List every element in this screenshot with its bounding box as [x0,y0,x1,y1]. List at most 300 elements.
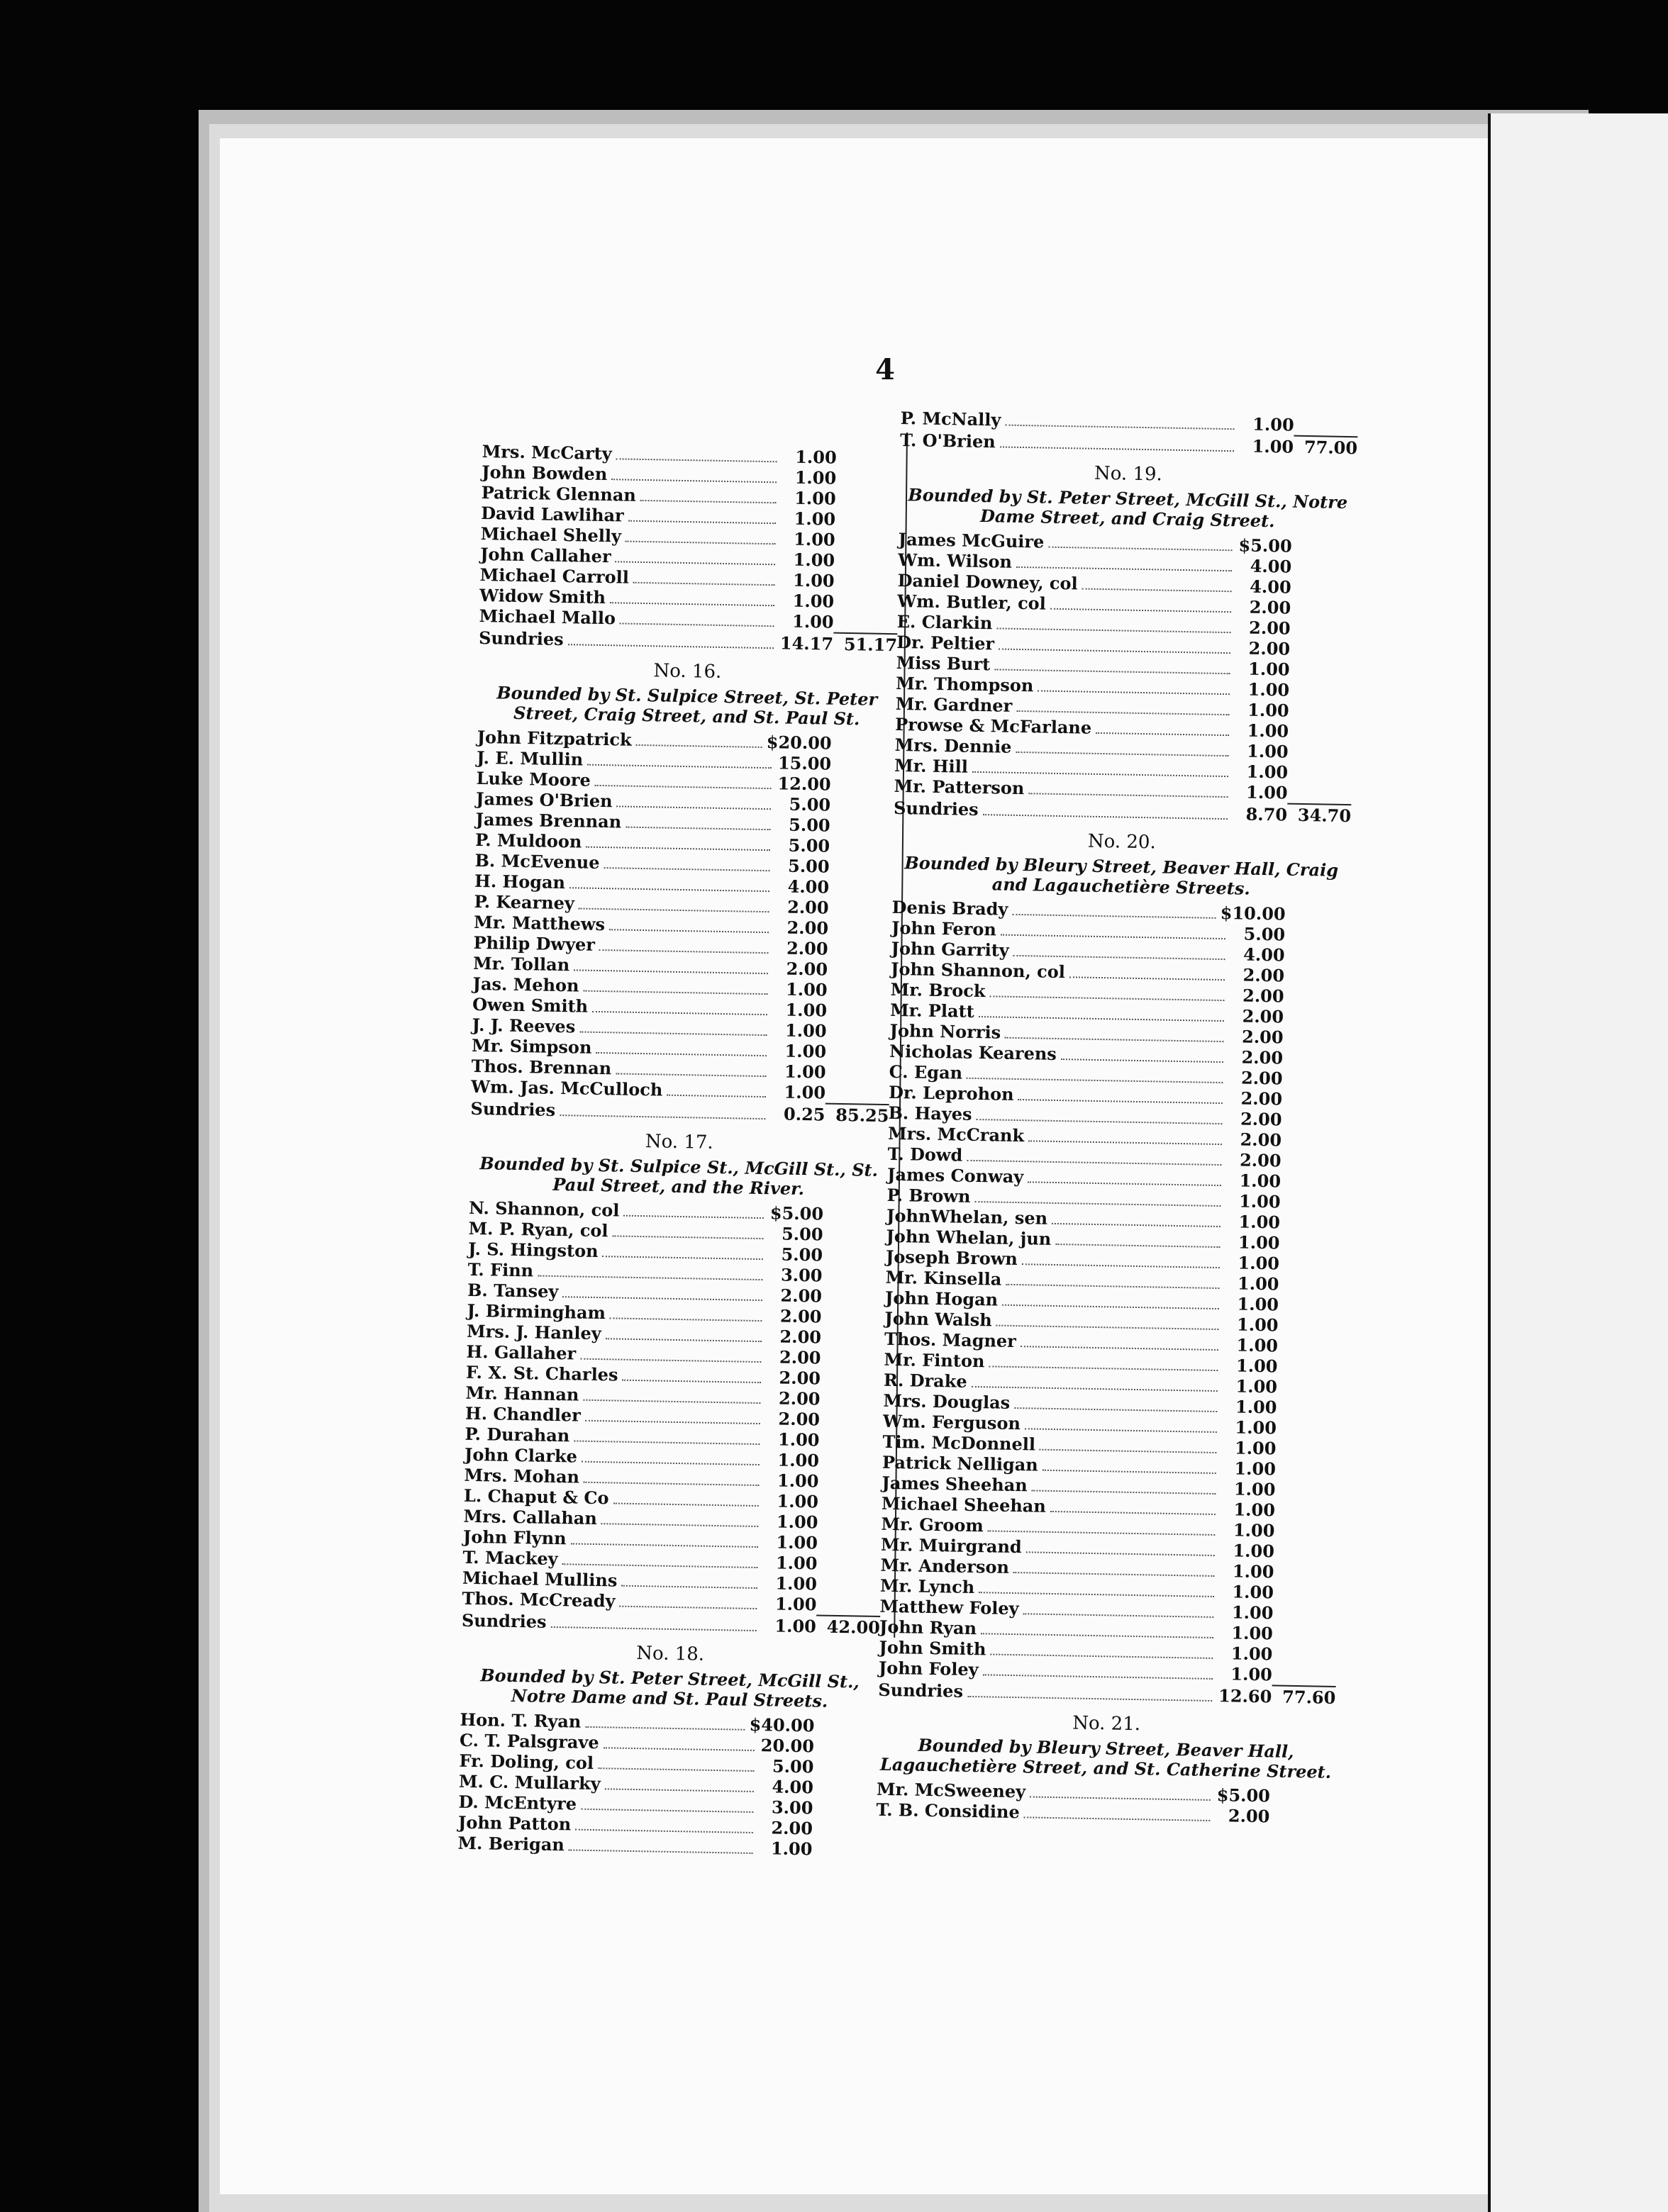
section-total [814,1752,878,1753]
section-total [818,1487,882,1489]
subscription-amount: 1.00 [1247,658,1290,680]
subscriber-name: James O'Brien [475,788,613,812]
subscription-amount: 1.00 [777,1449,820,1471]
subscription-amount: 2.00 [780,1285,823,1307]
dot-leader [1040,1449,1217,1453]
subscription-amount: 1.00 [1234,1458,1277,1480]
dot-leader [570,1543,757,1548]
subscriber-name: Miss Burt [896,652,991,675]
subscriber-name: Fr. Doling, col [459,1750,594,1774]
section-total [1289,676,1353,677]
subscriber-name: Mrs. Douglas [883,1390,1011,1413]
subscriber-name: Mr. Anderson [880,1554,1010,1577]
subscriber-name: John Walsh [884,1307,992,1331]
left-column [457,441,901,1860]
subscription-amount: 4.00 [1249,576,1291,598]
dot-leader [603,1747,754,1751]
section-total [1291,593,1355,595]
subscriber-name: T. Dowd [887,1143,963,1166]
dot-leader [538,1275,762,1281]
section-total [1283,1064,1347,1066]
subscriber-name: B. McEvenue [474,849,600,873]
dot-leader [585,1420,760,1424]
subscription-amount: 8.70 [1245,803,1288,825]
section-total [1281,1167,1345,1168]
subscriber-name: L. Chaput & Co [463,1485,609,1509]
section-total [817,1569,881,1570]
subscription-amount: 3.00 [780,1264,823,1286]
dot-leader [1030,1796,1211,1800]
dot-leader [606,1338,762,1342]
subscription-amount: 2.00 [1239,1149,1281,1171]
subscription-amount: 1.00 [794,467,837,488]
dot-leader [610,602,774,606]
section-total [829,873,893,874]
dot-leader [1021,1346,1218,1351]
subscriber-name: Mr. Hannan [465,1382,579,1405]
subscriber-name: Michael Carroll [479,564,630,588]
section-total [1279,1249,1343,1251]
dot-leader [1082,588,1232,592]
section-total [1289,696,1353,698]
subscription-amount: 2.00 [771,1817,813,1839]
subscription-amount: 1.00 [776,1531,818,1553]
dot-leader [615,561,775,565]
subscription-amount: 1.00 [1233,1540,1275,1562]
dot-leader [1005,1037,1224,1042]
subscriber-name: Tim. McDonnell [882,1431,1036,1455]
section-total [1291,614,1355,615]
section-total [1274,1557,1338,1558]
dot-leader [967,1078,1223,1083]
section-total [1288,778,1352,780]
subscription-amount: 5.00 [781,1223,823,1245]
section-total [1281,1126,1345,1127]
dot-leader [667,1095,766,1097]
page-fold-line [1488,113,1491,2212]
subscription-amount: 1.00 [1233,1478,1276,1500]
section-total [827,996,891,998]
subscriber-name: M. P. Ryan, col [468,1217,608,1241]
section-total [1279,1310,1342,1312]
subscriber-name: H. Hogan [474,870,566,893]
dot-leader [989,995,1224,1001]
section-total [833,628,897,630]
section-total [825,1078,889,1080]
section-description: Bounded by St. Peter Street, McGill St., Notre Dame and St. Paul Streets. [480,1665,860,1711]
dot-leader [1002,1305,1219,1309]
subscription-amount: 4.00 [772,1776,814,1798]
dot-leader [585,1726,745,1731]
subscriber-name: P. Muldoon [474,829,582,852]
dot-leader [1069,976,1225,981]
subscription-amount: 2.00 [786,958,828,980]
section-total [830,811,894,812]
dot-leader [613,1502,759,1507]
subscription-amount: 1.00 [1237,1293,1279,1315]
subscriber-name: P. McNally [900,408,1001,430]
subscription-amount: 1.00 [774,1593,817,1615]
subscription-amount: 1.00 [793,549,835,571]
section-total [822,1302,886,1304]
subscription-amount: 3.00 [771,1797,813,1819]
dot-leader [616,1073,766,1077]
dot-leader [583,1400,760,1404]
dot-leader [640,500,777,503]
section-heading: No. 20. [1087,830,1157,854]
subscription-amount: 1.00 [793,528,835,550]
subscriber-name: J. J. Reeves [472,1014,576,1037]
dot-leader [582,1461,760,1465]
subscriber-name: John Foley [878,1657,979,1680]
section-total [822,1282,886,1283]
subscription-amount: 2.00 [778,1408,821,1430]
section-total [1285,920,1349,922]
dot-leader [1024,1816,1211,1821]
subscriber-name: Luke Moore [476,767,591,791]
section-total [836,505,900,506]
dot-leader [967,1696,1212,1702]
section-description: Bounded by St. Sulpice Street, St. Peter Street, Craig Street, and St. Paul St. [496,682,878,730]
section-total [1284,1023,1347,1024]
dot-leader [581,1809,753,1813]
section-total [821,1385,884,1386]
subscription-amount: 2.00 [1240,1067,1283,1089]
subscriber-name: Sundries [470,1097,556,1120]
subscription-amount: 1.00 [1247,720,1289,742]
dot-leader [610,1317,762,1322]
section-total [831,770,895,771]
subscription-amount: 5.00 [789,793,831,815]
subscriber-name: Mrs. McCrank [887,1122,1025,1146]
subscription-amount: 1.00 [1246,761,1289,783]
section-total [813,1814,877,1815]
subscription-amount: 1.00 [1247,678,1290,700]
section-total [821,1323,885,1324]
subscription-amount: 1.00 [784,1081,826,1103]
dot-leader [1052,1223,1221,1227]
subscription-amount: 5.00 [787,855,830,877]
dot-leader [633,582,775,586]
subscriber-name: John Patton [457,1811,572,1835]
subscriber-name: Matthew Foley [879,1595,1019,1619]
section-total [828,934,892,936]
section-total [1288,758,1352,759]
subscription-amount: 2.00 [778,1387,821,1409]
section-description: Bounded by St. Peter Street, McGill St., Notre Dame Street, and Craig Street. [908,484,1348,532]
subscription-amount: 1.00 [1235,1417,1277,1439]
dot-leader [1096,732,1229,736]
subscriber-name: J. Birmingham [467,1300,606,1324]
subscription-amount: 5.00 [772,1755,814,1777]
section-total [1287,799,1351,800]
subscriber-name: Dr. Peltier [896,631,995,654]
dot-leader [983,814,1228,820]
dot-leader [621,1585,757,1589]
dot-leader [569,887,769,892]
subscriber-name: John Feron [891,917,997,940]
dot-leader [1016,710,1229,715]
dot-leader [605,1788,754,1792]
section-total [812,1855,876,1856]
dot-leader [972,771,1228,777]
subscriber-name: Mr. Matthews [473,911,606,935]
dot-leader [596,1052,767,1056]
subscriber-name: M. C. Mullarky [458,1770,601,1794]
section-total: 51.17 [833,632,898,656]
subscriber-name: James Sheehan [882,1472,1028,1496]
section-total [1275,1495,1339,1497]
subscription-amount: 2.00 [786,937,828,959]
dot-leader [988,1530,1216,1536]
subscriber-name: H. Chandler [465,1402,582,1426]
dot-leader [575,1829,753,1833]
subscriber-name: Thos. Brennan [471,1055,612,1079]
subscriber-name: Mr. Muirgrand [880,1534,1022,1558]
section-total [814,1731,878,1733]
dot-leader [602,1256,763,1260]
subscriber-name: Mr. Finton [884,1348,985,1372]
dot-leader [635,744,762,748]
dot-leader [1028,793,1228,798]
subscriber-name: C. T. Palsgrave [459,1729,599,1753]
dot-leader [1028,1140,1222,1145]
subscriber-name: Mr. Gardner [895,693,1013,716]
section-total [830,852,894,854]
section-total [1273,1639,1337,1641]
dot-leader [1025,1428,1217,1433]
subscriber-name: Patrick Nelligan [882,1451,1039,1475]
subscription-amount: 1.00 [770,1838,813,1860]
subscription-amount: 1.00 [1232,1581,1274,1603]
section-total [834,587,898,588]
subscription-amount: 5.00 [788,834,830,856]
section-heading: No. 16. [653,660,722,683]
dot-leader [976,1119,1222,1124]
subscriber-name: T. O'Brien [899,429,996,452]
subscription-amount: 2.00 [1242,1005,1284,1027]
subscription-amount: 1.00 [1246,740,1289,762]
subscription-amount: 2.00 [1241,1026,1284,1048]
subscriber-name: Wm. Wilson [898,549,1013,572]
dot-leader [612,1235,763,1239]
subscriber-name: Mrs. McCarty [482,441,612,464]
dot-leader [579,907,769,912]
subscription-amount: 1.00 [1239,1170,1281,1192]
subscriber-name: Sundries [893,797,979,820]
subscriber-name: John Fitzpatrick [477,726,632,750]
subscription-amount: 1.00 [1233,1519,1275,1541]
section-total [835,566,899,568]
dot-leader [1018,1099,1223,1104]
subscription-amount: 1.00 [1238,1211,1281,1233]
subscription-amount: 14.17 [779,632,834,654]
subscription-amount: 2.00 [779,1367,821,1389]
subscription-amount: 2.00 [1241,1046,1284,1068]
dot-leader [595,785,772,789]
section-total [1280,1229,1344,1230]
section-total: 85.25 [825,1103,889,1127]
subscription-amount: 5.00 [788,814,830,836]
section-total: 77.00 [1294,435,1358,459]
subscription-amount: 2.00 [786,896,829,918]
subscriber-name: Mr. Groom [881,1513,984,1536]
subscription-amount: 2.00 [1242,985,1284,1007]
subscriber-name: Prowse & McFarlane [894,713,1092,738]
section-description: Bounded by Bleury Street, Beaver Hall, Lagauchetière Street, and St. Catherine Street. [879,1734,1332,1782]
subscription-amount: 1.00 [1252,435,1294,457]
subscriber-name: John Hogan [884,1287,999,1310]
subscription-amount: 1.00 [1230,1643,1273,1665]
subscriber-name: Wm. Ferguson [882,1410,1021,1434]
subscriber-name: John Shannon, col [890,958,1066,983]
dot-leader [622,1380,761,1383]
subscription-amount: 1.00 [777,1470,819,1492]
subscriber-name: Mr. Kinsella [885,1266,1002,1290]
dot-leader [996,627,1230,633]
subscription-amount: 4.00 [1242,944,1285,966]
subscription-amount: 1.00 [791,610,834,632]
dot-leader [611,479,777,483]
section-total [1290,655,1354,657]
subscription-amount: 4.00 [1250,555,1292,577]
dot-leader [579,1032,767,1037]
dot-leader [619,1606,757,1609]
section-total [1277,1413,1340,1414]
subscriber-name: Daniel Downey, col [897,569,1078,594]
subscription-amount: 1.00 [777,1490,819,1512]
subscription-amount: $5.00 [1238,535,1292,557]
subscription-amount: 4.00 [787,876,830,898]
subscriber-name: N. Shannon, col [468,1197,620,1221]
subscriber-name: John Ryan [879,1616,977,1639]
section-total [1285,941,1349,942]
section-total [813,1834,877,1836]
right-column [876,408,1358,1828]
dot-leader [623,1215,764,1219]
section-total [821,1344,885,1345]
dot-leader [584,1482,760,1486]
dot-leader [1006,1284,1219,1289]
subscriber-name: T. B. Considine [876,1799,1020,1823]
dot-leader [587,764,772,769]
subscriber-name: Mr. Lynch [879,1575,975,1598]
subscription-amount: $20.00 [766,732,832,754]
subscription-amount: 1.00 [794,487,836,509]
dot-leader [979,1592,1214,1597]
subscription-amount: 2.00 [1240,1129,1282,1151]
section-total [1274,1577,1338,1579]
subscription-amount: 2.00 [1240,1108,1282,1130]
section-total [1275,1516,1339,1517]
dot-leader [1050,608,1231,613]
subscription-amount: 1.00 [1237,1273,1279,1295]
section-total [816,1610,880,1611]
subscription-amount: 5.00 [781,1244,823,1266]
dot-leader [601,1523,759,1527]
section-total [1277,1392,1341,1394]
subscription-amount: 2.00 [786,917,829,939]
subscription-amount: 1.00 [1238,1190,1281,1212]
dot-leader [550,1626,756,1631]
subscription-amount: 1.00 [785,999,828,1021]
dot-leader [586,847,770,851]
section-total [829,893,893,895]
section-total [818,1548,882,1550]
dot-leader [1012,914,1216,919]
dot-leader [1038,690,1230,695]
subscriber-name: Sundries [461,1609,547,1632]
section-total [1284,961,1348,963]
section-total [820,1426,884,1427]
subscription-amount: $5.00 [769,1202,824,1224]
dot-leader [1016,566,1232,571]
subscription-amount: 1.00 [774,1615,817,1637]
dot-leader [1048,547,1232,552]
subscriber-name: Mr. Platt [889,999,975,1022]
section-total [1272,1680,1336,1682]
subscription-amount: 1.00 [1236,1314,1279,1336]
subscription-amount: 1.00 [1235,1375,1278,1397]
subscriber-name: Thos. McCready [462,1587,616,1611]
subscription-amount: 2.00 [1242,964,1285,986]
section-total [1274,1598,1338,1599]
subscription-amount: 1.00 [1245,781,1288,803]
subscription-amount: 1.00 [794,446,837,468]
section-total [1279,1290,1342,1291]
facing-page-edge [1491,113,1668,2212]
subscriber-name: C. Egan [889,1061,963,1083]
subscription-amount: 1.00 [1230,1663,1273,1685]
subscription-amount: 1.00 [1252,413,1294,435]
dot-leader [994,669,1230,674]
section-total [1270,1802,1334,1803]
subscriber-name: Owen Smith [472,993,589,1017]
subscription-amount: 2.00 [1249,596,1291,618]
dot-leader [1061,1058,1223,1063]
dot-leader [598,1767,754,1772]
section-total [828,976,891,977]
section-total [823,1261,886,1263]
section-total [1278,1351,1342,1353]
subscriber-name: Mr. Hill [894,754,969,777]
section-total [828,955,891,956]
section-total [1289,737,1352,739]
subscription-amount: 1.00 [1232,1560,1274,1582]
subscriber-name: James Conway [886,1163,1024,1188]
subscriber-name: F. X. St. Charles [465,1361,618,1385]
subscription-amount: 5.00 [1243,923,1286,945]
subscriber-name: Patrick Glennan [481,481,637,505]
subscription-amount: 1.00 [784,1040,827,1062]
subscription-amount: 1.00 [1238,1231,1280,1253]
section-total [1269,1822,1333,1823]
section-total [834,608,898,609]
dot-leader [1042,1470,1216,1474]
section-total [818,1528,882,1529]
subscription-amount: 20.00 [760,1735,815,1757]
subscriber-name: David Lawlihar [480,502,624,526]
subscriber-name: J. E. Mullin [476,747,584,770]
dot-leader [1022,1263,1220,1268]
subscription-amount: 1.00 [1235,1355,1278,1377]
section-total [1281,1146,1345,1148]
subscription-amount: 1.00 [1247,699,1289,721]
subscriber-name: J. S. Hingston [467,1238,599,1262]
subscriber-name: M. Berigan [457,1832,565,1855]
section-total [1291,573,1355,574]
subscriber-name: B. Tansey [467,1279,559,1302]
